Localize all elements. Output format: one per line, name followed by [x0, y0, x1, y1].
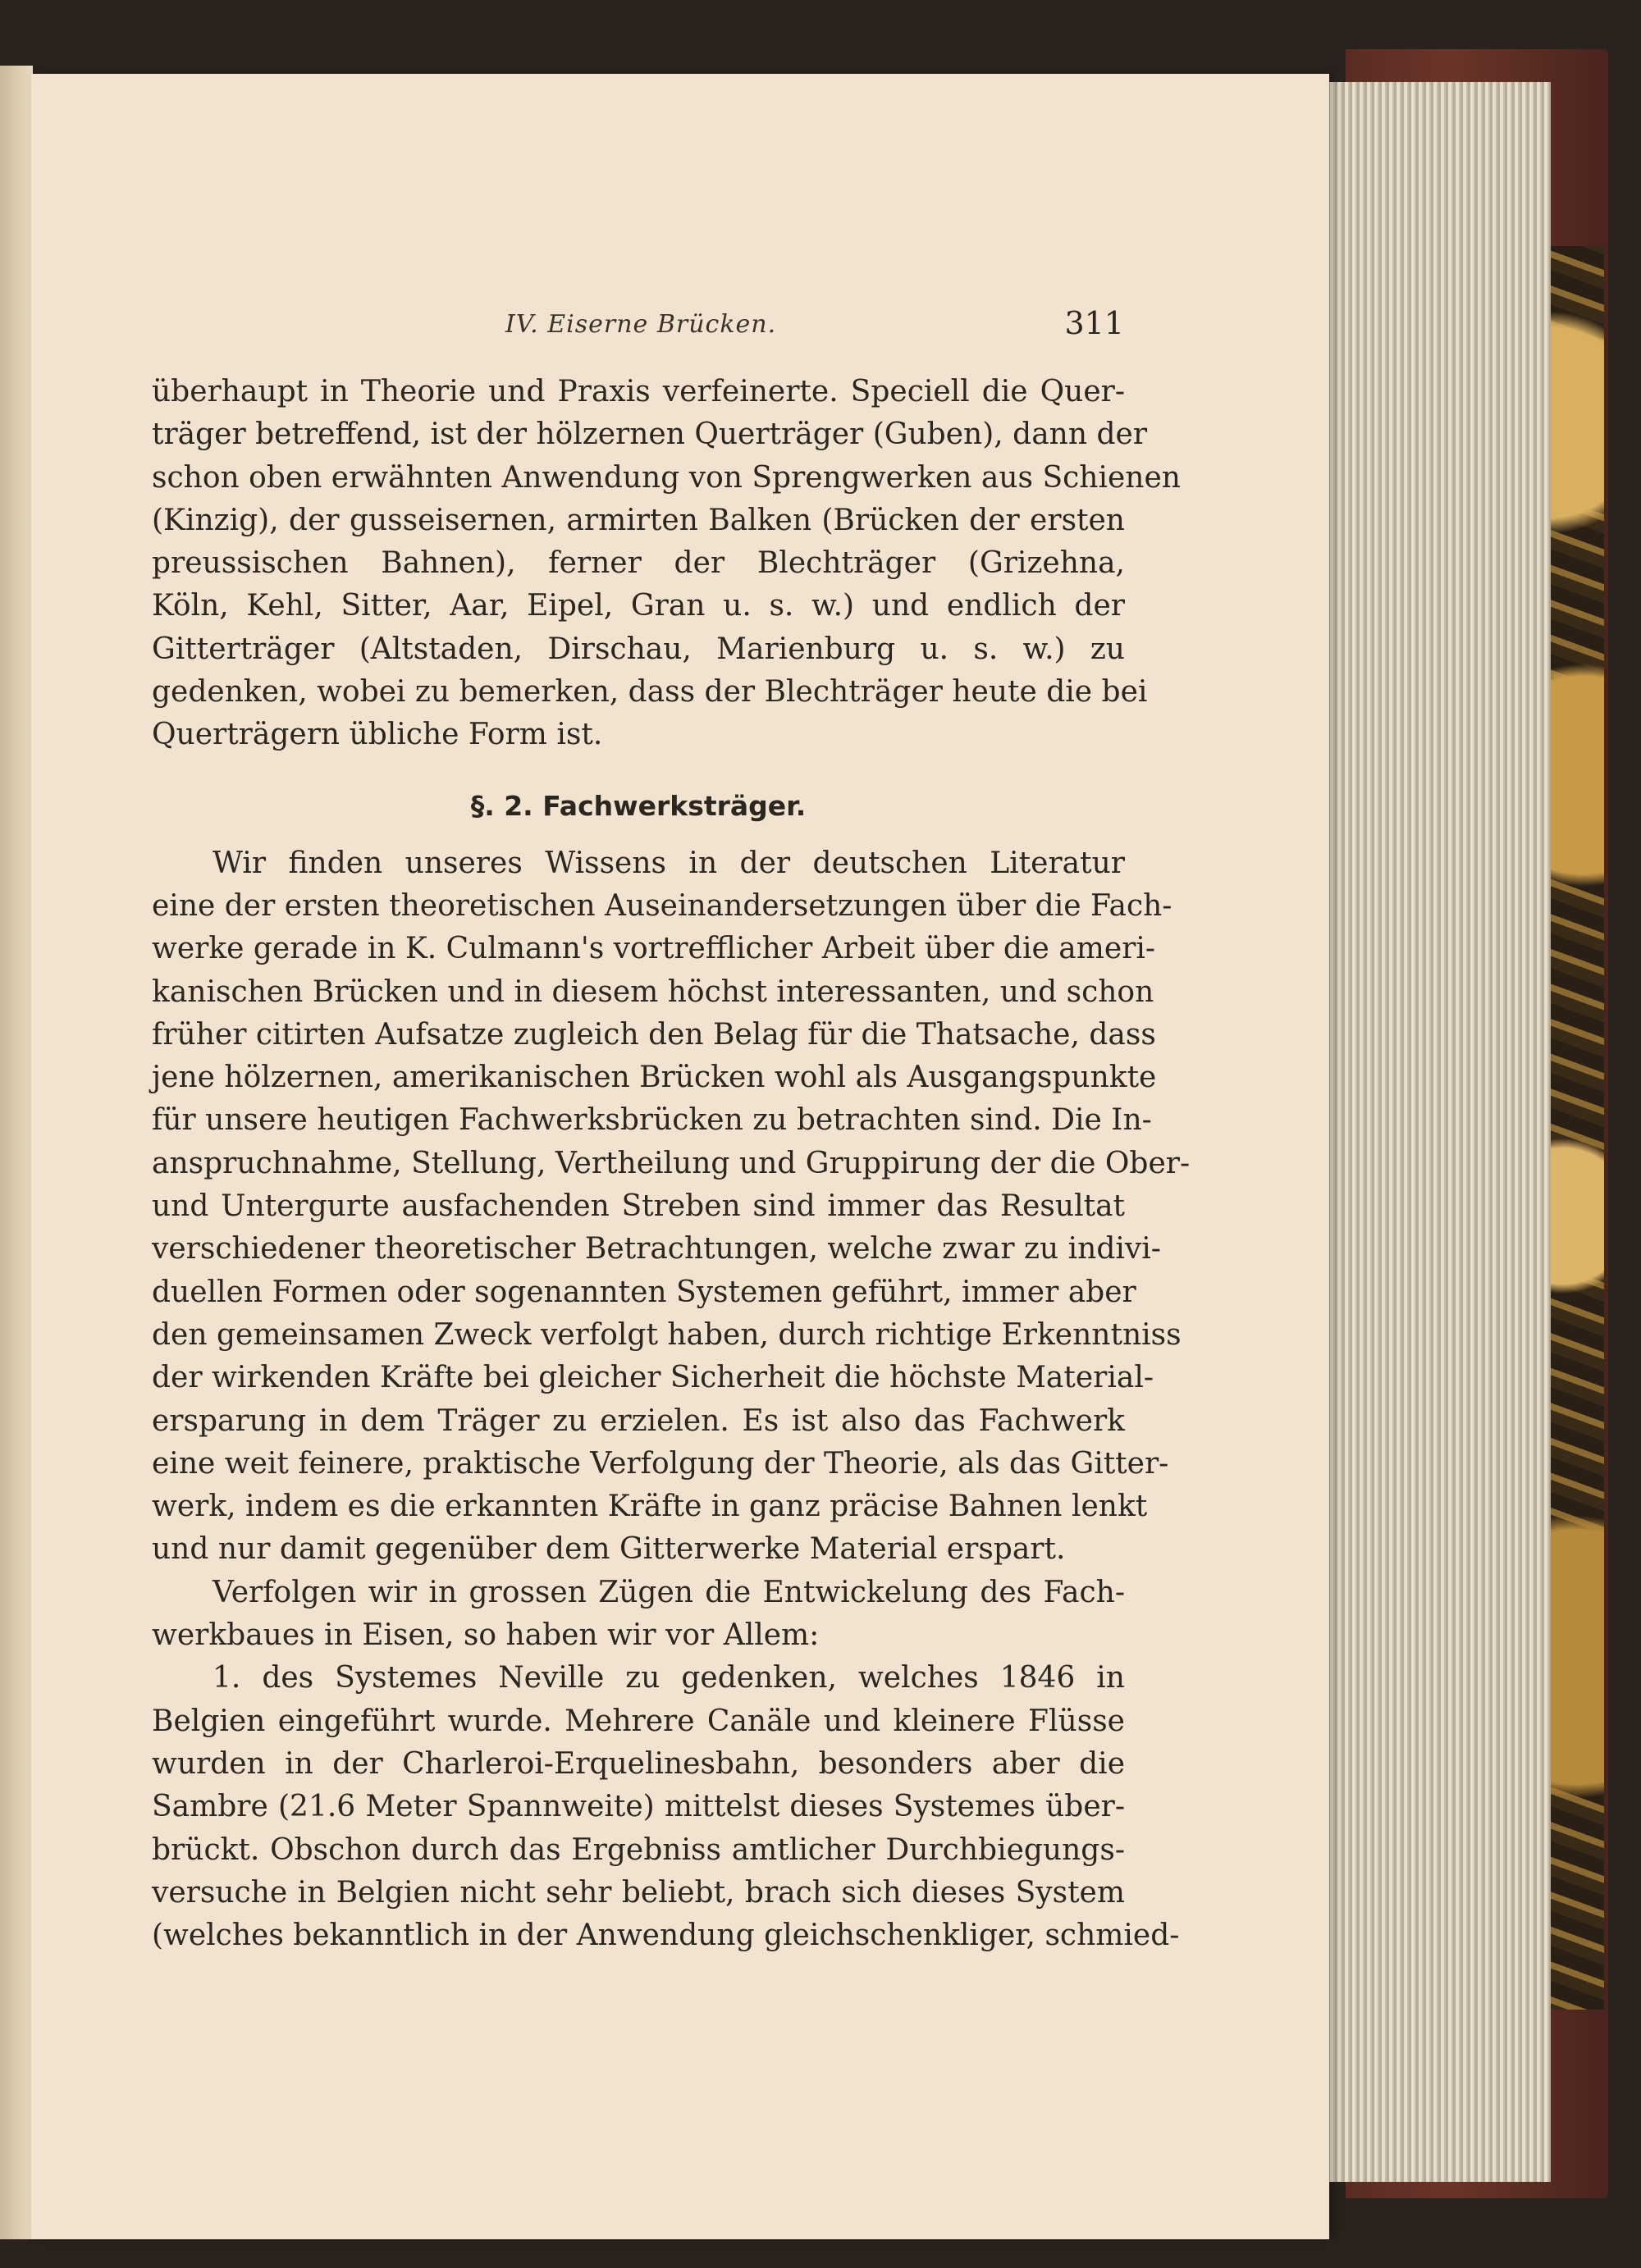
paragraph-3: [152, 1572, 1125, 1658]
text-line: wurden in der Charleroi-Erquelinesbahn, besonders aber die: [152, 1746, 1125, 1781]
text-line: der wirkenden Kräfte bei gleicher Sicherheit die höchste Material-: [152, 1361, 1154, 1395]
text-line: eine weit feinere, praktische Verfolgung der Theorie, als das Gitter-: [152, 1446, 1169, 1481]
text-line: Gitterträger (Altstaden, Dirschau, Marienburg u. s. w.) zu: [152, 632, 1125, 666]
text-line: früher citirten Aufsatze zugleich den Belag für die Thatsache, dass: [152, 1017, 1156, 1052]
text-line: (welches bekanntlich in der Anwendung gleichschenkliger, schmied-: [152, 1919, 1180, 1953]
text-line: überhaupt in Theorie und Praxis verfeinerte. Speciell die Quer-: [152, 375, 1125, 408]
text-line: werke gerade in K. Culmann's vortrefflicher Arbeit über die ameri-: [152, 932, 1156, 966]
page-number: 311: [1064, 305, 1124, 341]
text-line: duellen Formen oder sogenannten Systemen geführt, immer aber: [152, 1275, 1136, 1309]
text-line: träger betreffend, ist der hölzernen Querträger (Guben), dann der: [152, 418, 1148, 452]
running-head: IV. Eiserne Brücken.: [505, 310, 777, 339]
text-line: versuche in Belgien nicht sehr beliebt, brach sich dieses System: [152, 1875, 1125, 1910]
page-header: [158, 305, 1124, 359]
text-line: Wir finden unseres Wissens in der deutschen Literatur: [213, 846, 1125, 880]
text-line: Köln, Kehl, Sitter, Aar, Eipel, Gran u. s. w.) und endlich der: [152, 589, 1125, 623]
text-line: eine der ersten theoretischen Auseinandersetzungen über die Fach-: [152, 888, 1172, 923]
text-line: brückt. Obschon durch das Ergebniss amtlicher Durchbiegungs-: [152, 1832, 1125, 1867]
text-line: Querträgern übliche Form ist.: [152, 718, 603, 752]
section-heading: §. 2. Fachwerksträger.: [470, 789, 807, 822]
text-line: für unsere heutigen Fachwerksbrücken zu betrachten sind. Die In-: [152, 1103, 1152, 1138]
text-line: kanischen Brücken und in diesem höchst interessanten, und schon: [152, 974, 1154, 1009]
paragraph-2: [152, 842, 1191, 1572]
text-line: verschiedener theoretischer Betrachtungen, welche zwar zu indivi-: [152, 1232, 1161, 1266]
text-line: Verfolgen wir in grossen Zügen die Entwickelung des Fach-: [213, 1575, 1125, 1609]
text-line: anspruchnahme, Stellung, Vertheilung und Gruppirung der die Ober-: [152, 1146, 1191, 1180]
text-line: Sambre (21.6 Meter Spannweite) mittelst dieses Systemes über-: [152, 1790, 1125, 1824]
left-page-edge: [0, 66, 33, 2239]
text-line: den gemeinsamen Zweck verfolgt haben, durch richtige Erkenntniss: [152, 1317, 1182, 1352]
paragraph-1: [152, 371, 1181, 757]
text-line: werkbaues in Eisen, so haben wir vor Allem:: [152, 1618, 820, 1653]
text-line: schon oben erwähnten Anwendung von Sprengwerken aus Schienen: [152, 460, 1181, 495]
text-line: und nur damit gegenüber dem Gitterwerke Material erspart.: [152, 1532, 1066, 1567]
text-line: preussischen Bahnen), ferner der Blechträger (Grizehna,: [152, 546, 1125, 581]
text-line: jene hölzernen, amerikanischen Brücken wohl als Ausgangspunkte: [152, 1061, 1157, 1095]
text-line: werk, indem es die erkannten Kräfte in ganz präcise Bahnen lenkt: [152, 1490, 1148, 1524]
page-body: [152, 371, 1191, 1957]
text-line: Belgien eingeführt wurde. Mehrere Canäle und kleinere Flüsse: [152, 1704, 1125, 1738]
text-line: (Kinzig), der gusseisernen, armirten Balken (Brücken der ersten: [152, 503, 1125, 537]
text-line: und Untergurte ausfachenden Streben sind immer das Resultat: [152, 1189, 1125, 1224]
paragraph-4: [152, 1657, 1180, 1957]
text-line: ersparung in dem Träger zu erzielen. Es ist also das Fachwerk: [152, 1403, 1125, 1438]
text-line: gedenken, wobei zu bemerken, dass der Blechträger heute die bei: [152, 675, 1148, 710]
page-edges: [1313, 82, 1551, 2182]
text-line: 1. des Systemes Neville zu gedenken, welches 1846 in: [213, 1661, 1125, 1695]
